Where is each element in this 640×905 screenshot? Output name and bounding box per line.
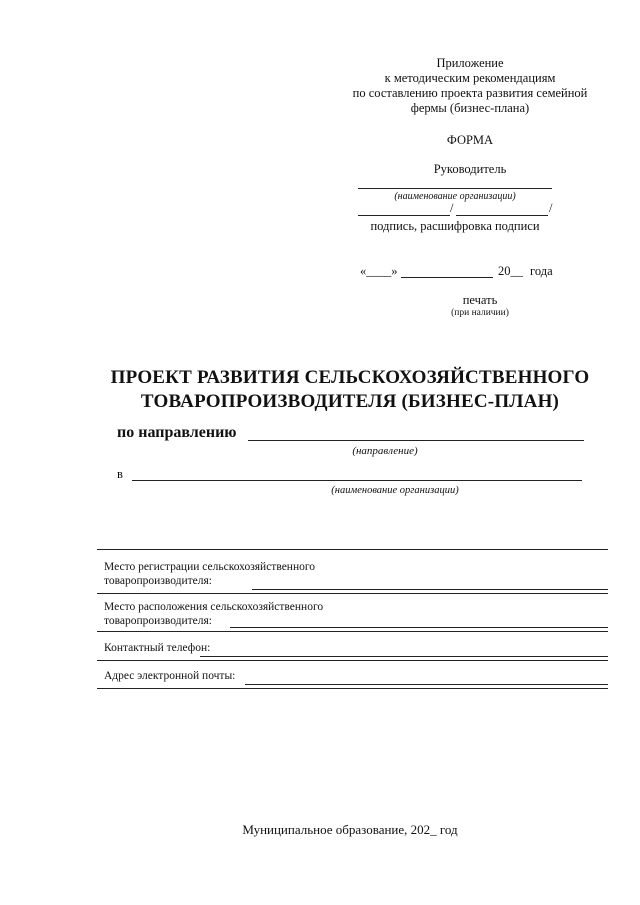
location-label-line-1: Место расположения сельскохозяйственного bbox=[104, 601, 324, 613]
title-line-2: ТОВАРОПРОИЗВОДИТЕЛЯ (БИЗНЕС-ПЛАН) bbox=[140, 391, 560, 412]
recipient-label: в bbox=[117, 467, 123, 481]
phone-label: Контактный телефон: bbox=[104, 642, 211, 654]
org-name-line[interactable] bbox=[358, 188, 552, 189]
location-label bbox=[104, 600, 323, 628]
registration-label bbox=[104, 560, 315, 588]
email-label: Адрес электронной почты: bbox=[104, 670, 236, 682]
direction-label: по направлению bbox=[117, 424, 237, 441]
registration-label-line-1: Место регистрации сельскохозяйственного bbox=[104, 561, 316, 573]
registration-field-line[interactable] bbox=[252, 589, 608, 590]
document-title bbox=[60, 366, 640, 414]
location-label-line-2: товаропроизводителя: bbox=[104, 615, 212, 627]
appendix-line-3: по составлению проекта развития семейной bbox=[352, 86, 588, 100]
appendix-header bbox=[340, 56, 600, 116]
direction-line[interactable] bbox=[248, 440, 584, 441]
recipient-caption: (наименование организации) bbox=[331, 485, 459, 496]
appendix-line-2: к методическим рекомендациям bbox=[384, 71, 556, 85]
stamp-label: печать bbox=[462, 293, 498, 307]
date-year: 20__ bbox=[498, 264, 523, 278]
email-field-line[interactable] bbox=[245, 684, 608, 685]
signature-caption: подпись, расшифровка подписи bbox=[370, 219, 540, 233]
signature-slash-1: / bbox=[450, 201, 454, 215]
signature-slash-2: / bbox=[549, 201, 553, 215]
signature-line-1[interactable] bbox=[358, 215, 450, 216]
title-line-1: ПРОЕКТ РАЗВИТИЯ СЕЛЬСКОХОЗЯЙСТВЕННОГО bbox=[110, 367, 590, 388]
direction-caption: (направление) bbox=[352, 445, 418, 457]
head-label: Руководитель bbox=[433, 162, 507, 176]
location-field-line[interactable] bbox=[230, 627, 608, 628]
appendix-line-4: фермы (бизнес-плана) bbox=[410, 101, 530, 115]
signature-line-2[interactable] bbox=[456, 215, 548, 216]
org-name-caption: (наименование организации) bbox=[394, 191, 516, 202]
recipient-line[interactable] bbox=[132, 480, 582, 481]
phone-field-line[interactable] bbox=[200, 656, 608, 657]
form-label: ФОРМА bbox=[446, 133, 494, 147]
date-month-line[interactable] bbox=[401, 277, 493, 278]
field-separator-bottom bbox=[97, 688, 608, 689]
date-day: «____» bbox=[360, 264, 398, 278]
field-separator-top bbox=[97, 549, 608, 550]
date-suffix: года bbox=[530, 264, 553, 278]
field-separator-1 bbox=[97, 593, 608, 594]
field-separator-2 bbox=[97, 631, 608, 632]
appendix-line-1: Приложение bbox=[436, 56, 504, 70]
registration-label-line-2: товаропроизводителя: bbox=[104, 575, 212, 587]
stamp-caption: (при наличии) bbox=[451, 308, 509, 318]
field-separator-3 bbox=[97, 660, 608, 661]
footer-municipality: Муниципальное образование, 202_ год bbox=[242, 822, 458, 837]
